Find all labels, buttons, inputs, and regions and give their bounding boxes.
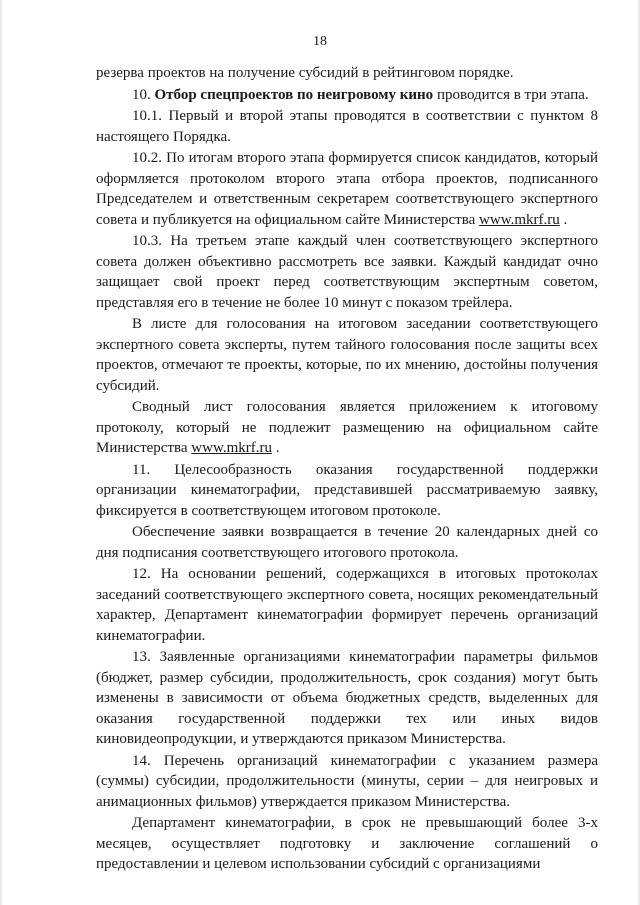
- page-number: 18: [313, 34, 327, 49]
- paragraph-10-2-text: 10.2. По итогам второго этапа формируется список кандидатов, который оформляется протоколом второго этапа отбора проектов, подписанного Председателем и ответственным секретарем соответствующего экспертного совета и публикуется на официальном сайте Министерства: [96, 150, 598, 228]
- paragraph-continuation: резерва проектов на получение субсидий в рейтинговом порядке.: [96, 65, 514, 81]
- paragraph-security-return: Обеспечение заявки возвращается в течение 20 календарных дней со дня подписания соответствующего итогового протокола.: [96, 524, 598, 561]
- scan-edge-left: [0, 0, 2, 905]
- paragraph-voting-sheet: В листе для голосования на итоговом заседании соответствующего экспертного совета эксперты, путем тайного голосования после защиты всех проектов, отмечают те проекты, которые, по их мнению, достойны получения субсидий.: [96, 316, 598, 394]
- paragraph-12: 12. На основании решений, содержащихся в итоговых протоколах заседаний соответствующего экспертного совета, носящих рекомендательный характер, Департамент кинематографии формирует перечень организаций кинематографии.: [96, 566, 598, 644]
- paragraph-13: 13. Заявленные организациями кинематографии параметры фильмов (бюджет, размер субсидии, продолжительность, срок создания) могут быть изменены в зависимости от объема бюджетных средств, выделенных для оказания государственной поддержки тех или иных видов киновидеопродукции, и утверждаются приказом Министерства.: [96, 649, 598, 747]
- paragraph-10-3: 10.3. На третьем этапе каждый член соответствующего экспертного совета должен объективно рассмотреть все заявки. Каждый кандидат очно защищает свой проект перед соответствующим экспертным советом, представляя его в течение не более 10 минут с показом трейлера.: [96, 233, 598, 311]
- paragraph-summary-sheet-text: Сводный лист голосования является приложением к итоговому протоколу, который не подлежит размещению на официальном сайте Министерства: [96, 399, 598, 456]
- paragraph-11: 11. Целесообразность оказания государственной поддержки организации кинематографии, представившей рассматриваемую заявку, фиксируется в соответствующем итоговом протоколе.: [96, 461, 598, 519]
- paragraph-10-bold-heading: Отбор спецпроектов по неигровому кино: [154, 86, 434, 103]
- paragraph-10-number: 10.: [132, 86, 155, 103]
- paragraph-10-suffix: проводится в три этапа.: [433, 86, 589, 103]
- paragraph-summary-sheet-end: .: [271, 440, 280, 456]
- mkrf-link-2[interactable]: www.mkrf.ru: [191, 440, 272, 456]
- mkrf-link[interactable]: www.mkrf.ru: [479, 211, 560, 228]
- paragraph-10-2-end: .: [559, 211, 568, 228]
- paragraph-department: Департамент кинематографии, в срок не превышающий более 3-х месяцев, осуществляет подготовку и заключение соглашений о предоставлении и целевом использовании субсидий с организациями: [96, 815, 598, 872]
- paragraph-10-2: [96, 148, 598, 230]
- document-body: [96, 63, 598, 876]
- paragraph-14: 14. Перечень организаций кинематографии с указанием размера (суммы) субсидии, продолжительности (минуты, серии – для неигровых и анимационных фильмов) утверждается приказом Министерства.: [96, 752, 598, 810]
- paragraph-10-1: 10.1. Первый и второй этапы проводятся в соответствии с пунктом 8 настоящего Порядка.: [96, 108, 598, 145]
- paragraph-summary-sheet: [96, 397, 598, 459]
- paragraph-10: [96, 85, 598, 106]
